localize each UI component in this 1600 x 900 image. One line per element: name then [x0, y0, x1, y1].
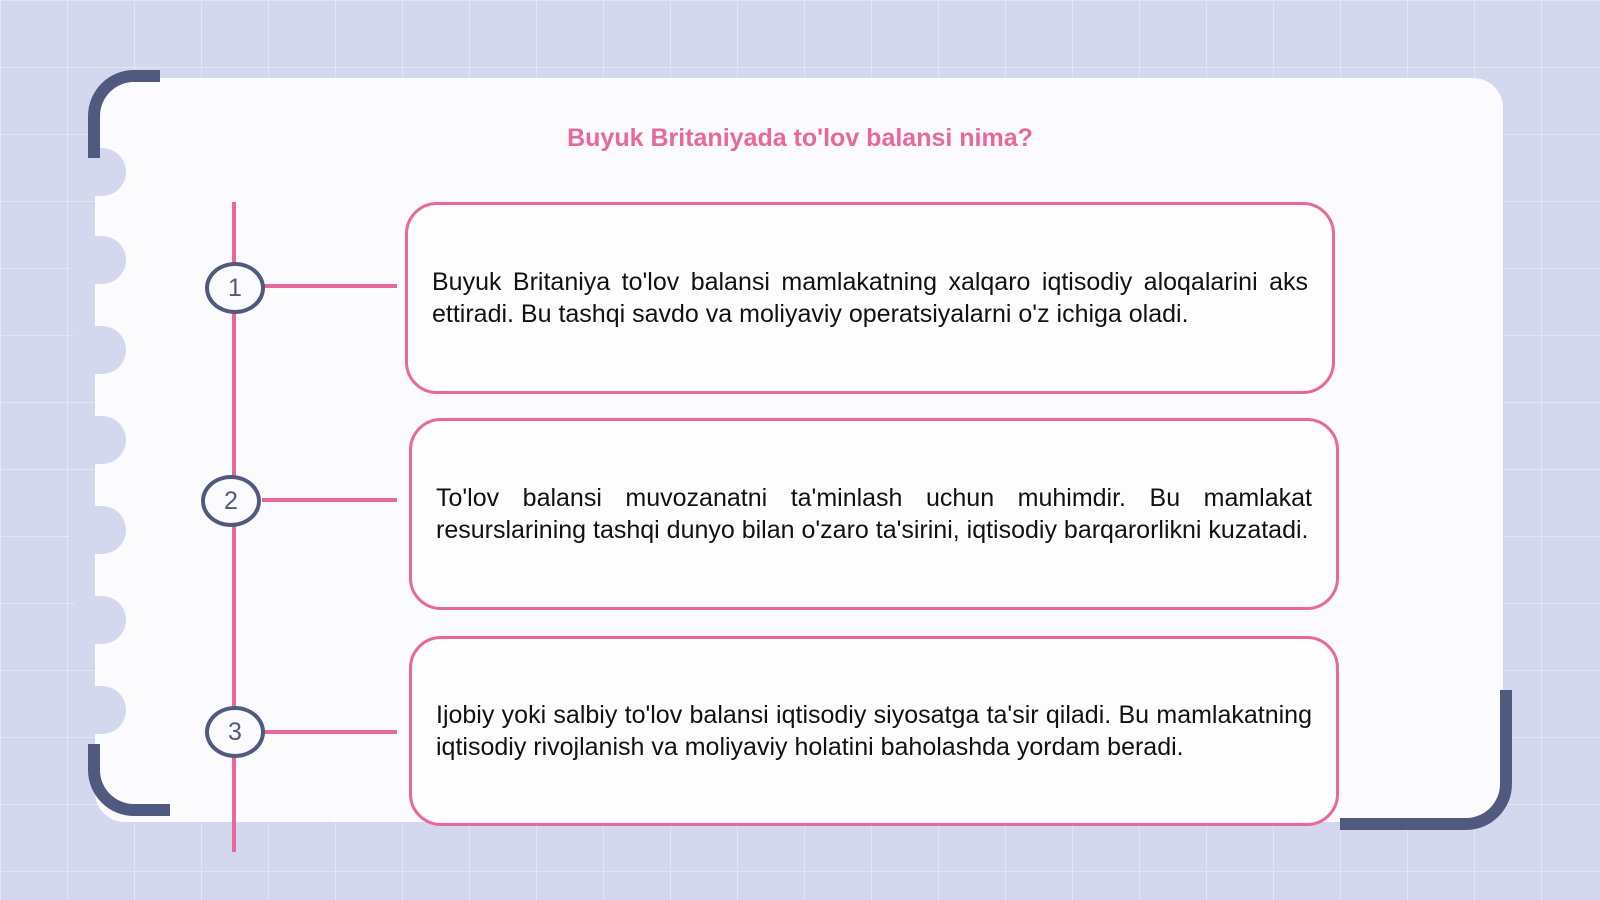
info-card-1 — [405, 202, 1335, 394]
paper-notch — [68, 506, 126, 554]
paper-notch — [68, 416, 126, 464]
corner-bracket-bottom-right — [1340, 690, 1512, 830]
timeline-connector — [262, 498, 397, 502]
timeline-connector — [262, 284, 397, 288]
step-number-2: 2 — [201, 475, 261, 527]
timeline-connector — [262, 730, 397, 734]
info-card-3 — [409, 636, 1339, 826]
paper-notch — [68, 596, 126, 644]
paper-notch — [68, 236, 126, 284]
info-card-text: Buyuk Britaniya to'lov balansi mamlakatning xalqaro iqtisodiy aloqalarini aks ettiradi. Bu tashqi savdo va moliyaviy operatsiyalarni o'z ichiga oladi. — [432, 268, 1308, 328]
info-card-text: To'lov balansi muvozanatni ta'minlash uchun muhimdir. Bu mamlakat resurslarining tashqi dunyo bilan o'zaro ta'sirini, iqtisodiy barqarorlikni kuzatadi. — [436, 484, 1312, 544]
step-number-1: 1 — [205, 262, 265, 314]
paper-notch — [68, 686, 126, 734]
info-card-2 — [409, 418, 1339, 610]
info-card-text: Ijobiy yoki salbiy to'lov balansi iqtisodiy siyosatga ta'sir qiladi. Bu mamlakatning iqtisodiy rivojlanish va moliyaviy holatini baholashda yordam beradi. — [436, 701, 1312, 761]
slide-title: Buyuk Britaniyada to'lov balansi nima? — [567, 124, 1033, 152]
paper-notch — [68, 326, 126, 374]
step-number-3: 3 — [205, 706, 265, 758]
